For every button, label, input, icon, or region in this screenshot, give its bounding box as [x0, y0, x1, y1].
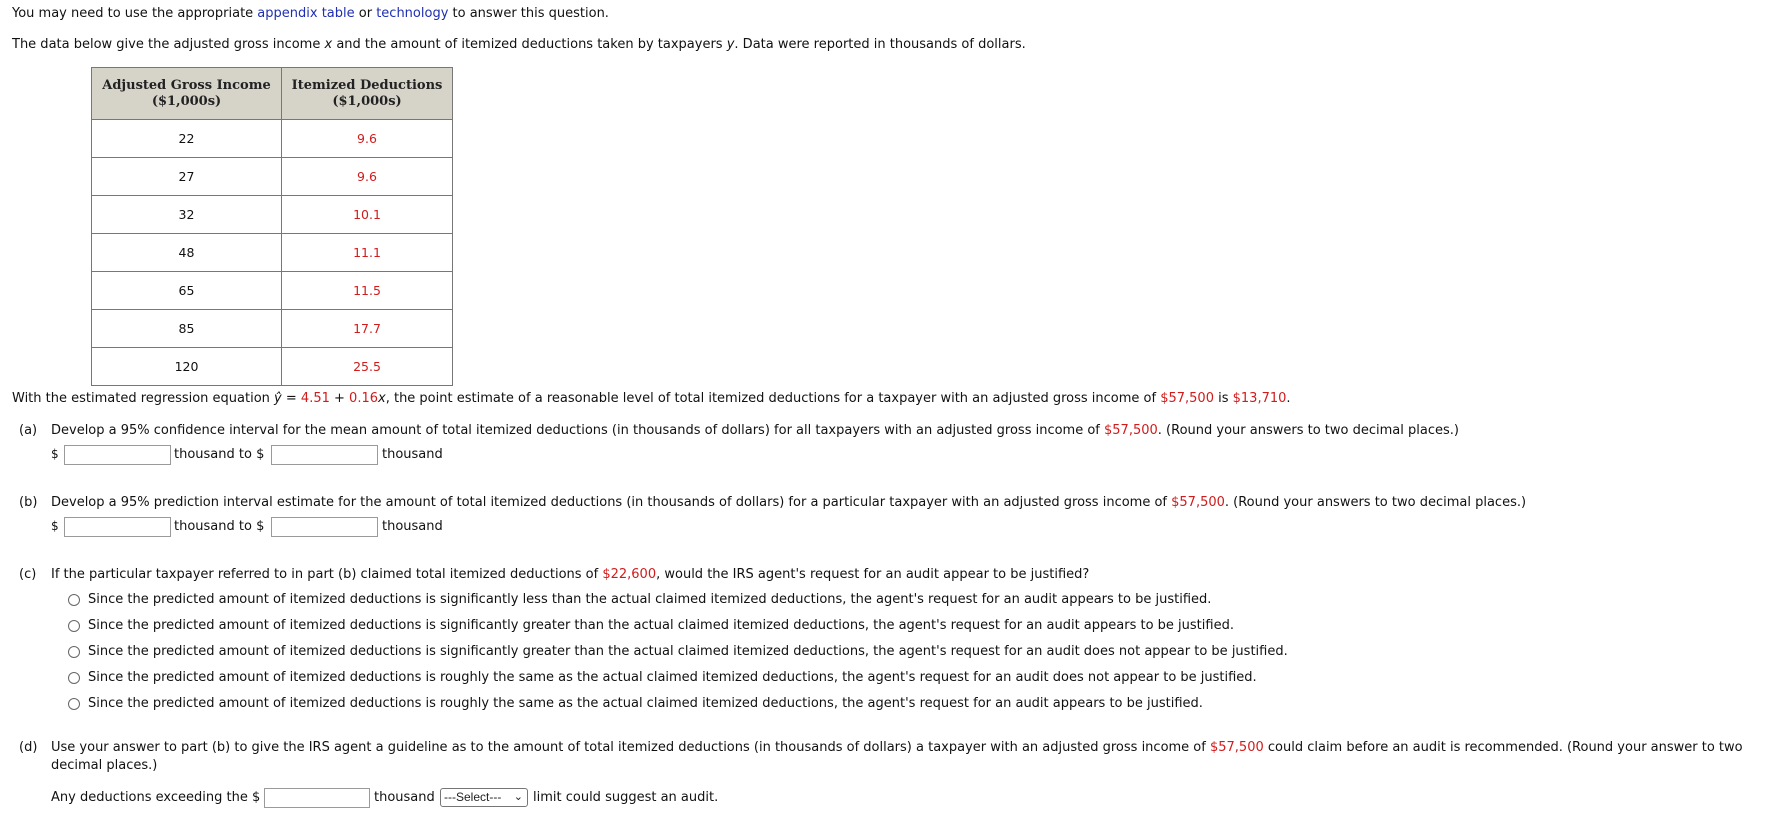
table-row [92, 272, 453, 310]
reg-income: $57,500 [1160, 391, 1214, 406]
option-label-2[interactable]: Since the predicted amount of itemized deductions is significantly greater than the actual claimed itemized deductions, the agent's request for an audit appears to be justified. [88, 618, 1234, 633]
intro-mid: or [354, 6, 377, 21]
option-label-1[interactable]: Since the predicted amount of itemized deductions is significantly less than the actual claimed itemized deductions, the agent's request for an audit appears to be justified. [88, 592, 1212, 607]
part-a-text2: . (Round your answers to two decimal places.) [1157, 423, 1459, 438]
part-b-label: (b) [19, 495, 38, 510]
income-cell: 48 [92, 234, 282, 272]
deduction-cell: 10.1 [282, 196, 453, 234]
part-a-thousand-to: thousand to $ [174, 447, 265, 462]
table-row [92, 158, 453, 196]
technology-link[interactable]: technology [376, 6, 449, 21]
income-cell: 85 [92, 310, 282, 348]
part-a-text1: Develop a 95% confidence interval for the mean amount of total itemized deductions (in thousands of dollars) for all taxpayers with an adjusted gross income of [51, 423, 1105, 438]
part-c-text1: If the particular taxpayer referred to in part (b) claimed total itemized deductions of [51, 567, 603, 582]
reg-equals: = [281, 391, 301, 406]
data-table [91, 67, 453, 386]
table-row [92, 348, 453, 386]
part-d-question [51, 740, 1743, 755]
col-header-deductions [282, 68, 453, 120]
part-d-text1: Use your answer to part (b) to give the IRS agent a guideline as to the amount of total itemized deductions (in thousands of dollars) a taxpayer with an adjusted gross income of [51, 740, 1210, 755]
desc-part2: and the amount of itemized deductions taken by taxpayers [332, 37, 727, 52]
pi-lower-input[interactable] [64, 517, 171, 537]
table-row [92, 196, 453, 234]
y-hat: ŷ [274, 391, 282, 406]
intro-prefix: You may need to use the appropriate [12, 6, 258, 21]
income-cell: 120 [92, 348, 282, 386]
pi-upper-input[interactable] [271, 517, 378, 537]
income-cell: 27 [92, 158, 282, 196]
deduction-cell: 25.5 [282, 348, 453, 386]
intro-text [12, 6, 609, 21]
part-b-question [51, 495, 1526, 510]
col1-line2: ($1,000s) [151, 93, 222, 109]
col-header-income [92, 68, 282, 120]
part-d-income: $57,500 [1209, 740, 1264, 755]
reg-part3: is [1213, 391, 1233, 406]
table-row [92, 234, 453, 272]
desc-part3: . Data were reported in thousands of dollars. [734, 37, 1026, 52]
reg-part4: . [1286, 391, 1291, 406]
income-cell: 22 [92, 120, 282, 158]
slope-value: 0.16 [349, 391, 378, 406]
y-variable: y [726, 37, 735, 52]
part-b-text2: . (Round your answers to two decimal places.) [1224, 495, 1527, 510]
part-d-text2: could claim before an audit is recommended. (Round your answer to two [1263, 740, 1743, 755]
option-radio-3[interactable] [68, 646, 80, 658]
option-label-4[interactable]: Since the predicted amount of itemized deductions is roughly the same as the actual claimed itemized deductions, the agent's request for an audit does not appear to be justified. [88, 670, 1257, 685]
part-b-income: $57,500 [1171, 495, 1225, 510]
option-radio-1[interactable] [68, 594, 80, 606]
intro-suffix: to answer this question. [448, 6, 609, 21]
part-c-label: (c) [19, 567, 37, 582]
part-a-thousand: thousand [382, 447, 443, 462]
deduction-cell: 17.7 [282, 310, 453, 348]
part-c-claimed: $22,600 [602, 567, 657, 582]
option-radio-2[interactable] [68, 620, 80, 632]
part-a-question [51, 423, 1459, 438]
regression-statement [12, 391, 1291, 406]
chevron-down-icon: ⌄ [513, 791, 523, 803]
part-d-label: (d) [19, 740, 38, 755]
part-d-suffix: limit could suggest an audit. [533, 790, 719, 805]
ci-lower-input[interactable] [64, 445, 171, 465]
part-b-thousand-to: thousand to $ [174, 519, 265, 534]
part-d-prefix: Any deductions exceeding the $ [51, 790, 261, 805]
income-cell: 65 [92, 272, 282, 310]
deduction-cell: 9.6 [282, 158, 453, 196]
col2-line2: ($1,000s) [332, 93, 402, 109]
table-row [92, 310, 453, 348]
intercept-value: 4.51 [300, 391, 330, 406]
part-b-thousand: thousand [382, 519, 443, 534]
option-radio-4[interactable] [68, 672, 80, 684]
part-c-text2: , would the IRS agent's request for an audit appear to be justified? [656, 567, 1090, 582]
income-cell: 32 [92, 196, 282, 234]
select-value: ---Select--- [444, 790, 502, 804]
reg-x: x [378, 391, 386, 406]
limit-select[interactable] [440, 788, 528, 807]
col2-line1: Itemized Deductions [291, 77, 443, 93]
col1-line1: Adjusted Gross Income [102, 77, 271, 93]
deduction-cell: 11.1 [282, 234, 453, 272]
ci-upper-input[interactable] [271, 445, 378, 465]
deduction-cell: 9.6 [282, 120, 453, 158]
option-label-3[interactable]: Since the predicted amount of itemized deductions is significantly greater than the actual claimed itemized deductions, the agent's request for an audit does not appear to be justified. [88, 644, 1288, 659]
part-d-question-cont: decimal places.) [51, 758, 158, 773]
part-b-dollar: $ [51, 519, 59, 533]
reg-part2: , the point estimate of a reasonable level of total itemized deductions for a taxpayer with an adjusted gross income of [385, 391, 1161, 406]
audit-limit-input[interactable] [264, 788, 370, 808]
reg-part1: With the estimated regression equation [12, 391, 275, 406]
point-estimate: $13,710 [1232, 391, 1287, 406]
deduction-cell: 11.5 [282, 272, 453, 310]
x-variable: x [324, 37, 333, 52]
option-label-5[interactable]: Since the predicted amount of itemized deductions is roughly the same as the actual claimed itemized deductions, the agent's request for an audit appears to be justified. [88, 696, 1203, 711]
part-a-income: $57,500 [1104, 423, 1158, 438]
part-c-question [51, 567, 1089, 582]
option-radio-5[interactable] [68, 698, 80, 710]
part-a-dollar: $ [51, 447, 59, 461]
data-description [12, 37, 1026, 52]
appendix-table-link[interactable]: appendix table [257, 6, 355, 21]
part-d-thousand: thousand [374, 790, 435, 805]
reg-plus: + [329, 391, 350, 406]
table-row [92, 120, 453, 158]
part-a-label: (a) [19, 423, 38, 438]
desc-part1: The data below give the adjusted gross income [12, 37, 325, 52]
part-b-text1: Develop a 95% prediction interval estimate for the amount of total itemized deductions (in thousands of dollars) for a particular taxpayer with an adjusted gross income of [51, 495, 1172, 510]
